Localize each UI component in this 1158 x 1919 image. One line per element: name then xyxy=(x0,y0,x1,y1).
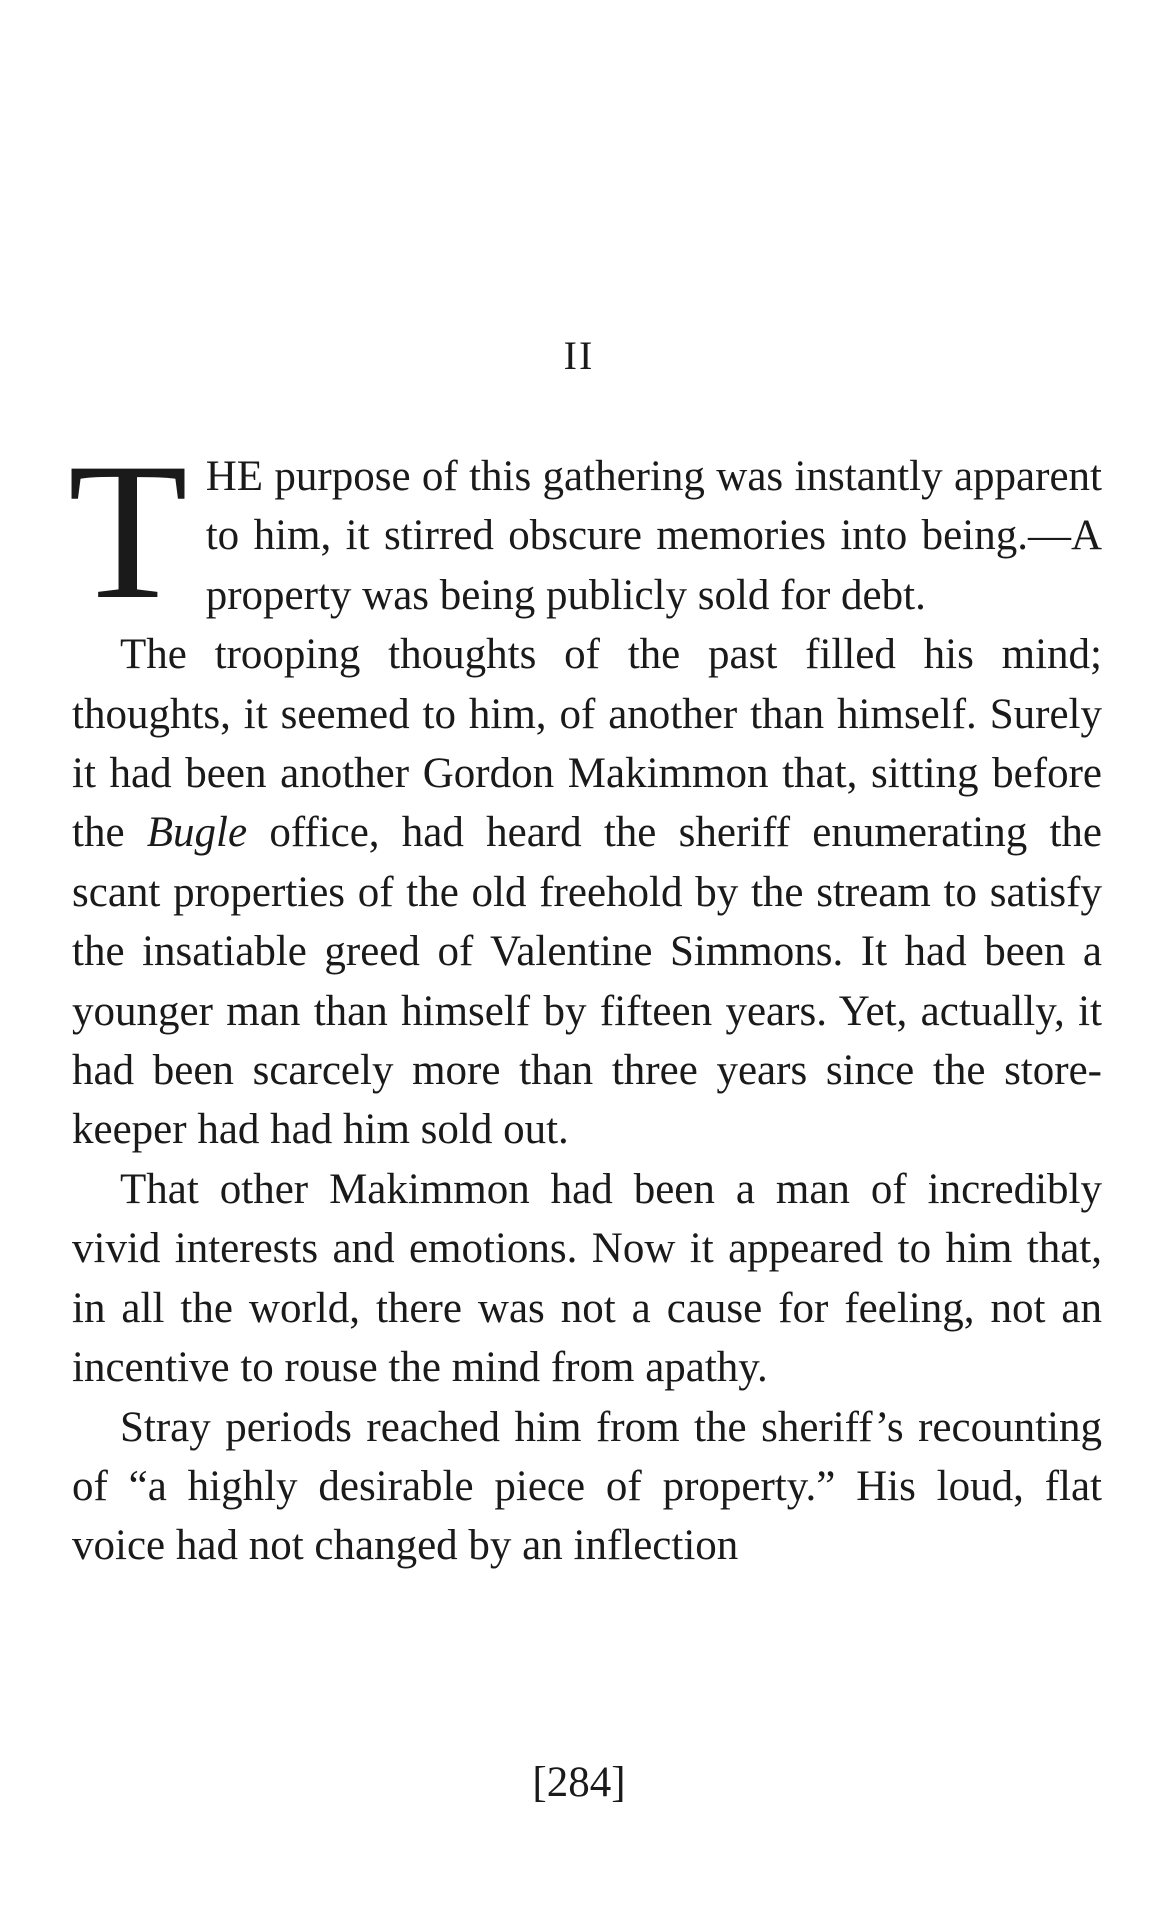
newspaper-title: Bugle xyxy=(146,809,248,857)
paragraph-2-text-start: The trooping thoughts of the past filled his mind; thoughts, it seemed to him, of another than himself. Surely it had been another Gordon Makimmon that, sitting before the xyxy=(72,631,1102,857)
paragraph-4-text: Stray periods reached him from the sheriff’s recounting of “a highly desirable piece of property.” His loud, flat voice had not changed by an inflection xyxy=(72,1403,1102,1570)
page-number: [284] xyxy=(532,1759,626,1806)
paragraph-2-text-end: office, had heard the sheriff enumerating the scant properties of the old freehold by the stream to satisfy the insatiable greed of Valentine Simmons. It had been a younger man than himself by fifteen years. Yet, actually, it had been scarcely more than three years since the storekeeper had had him sold out. xyxy=(72,809,1102,1154)
paragraph-4 xyxy=(72,1398,1102,1576)
drop-cap: T xyxy=(68,423,188,640)
paragraph-1 xyxy=(68,423,1102,640)
chapter-number: II xyxy=(563,333,595,378)
paragraph-1-text: HE purpose of this gathering was instantly apparent to him, it stirred obscure memories into being.—A property was being publicly sold for debt. xyxy=(205,453,1102,619)
paragraph-2 xyxy=(72,625,1102,1160)
body-text xyxy=(68,423,1102,1576)
paragraph-3 xyxy=(72,1160,1102,1398)
paragraph-3-text: That other Makimmon had been a man of incredibly vivid interests and emotions. Now it appeared to him that, in all the world, there was not a cause for feeling, not an incentive to rouse the mind from apathy. xyxy=(72,1165,1102,1392)
